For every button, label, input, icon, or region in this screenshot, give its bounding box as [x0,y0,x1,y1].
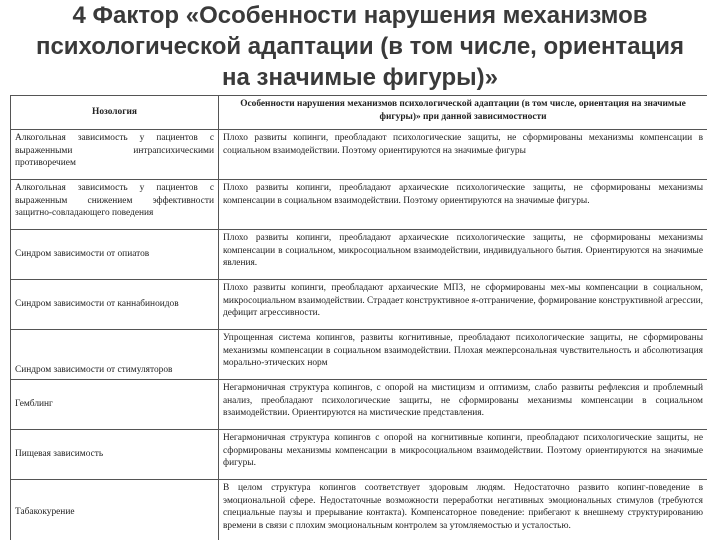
condition-cell: Синдром зависимости от стимуляторов [11,330,219,380]
table-row [11,280,708,330]
table-row [11,130,708,180]
table-row [11,480,708,540]
condition-cell: Синдром зависимости от опиатов [11,230,219,280]
condition-cell: Синдром зависимости от каннабиноидов [11,280,219,330]
nosology-table [10,95,707,540]
description-cell: Негармоничная структура копингов с опорой на когнитивные копинги, преобладают психологические защиты, не сформированы механизмы компенсации в микросоциальном взаимодействии. Поэтому ориентируются на значимые фигуры. [219,430,708,480]
table-row [11,230,708,280]
table-header-row [11,96,708,130]
slide-title: 4 Фактор «Особенности нарушения механизмов психологической адаптации (в том числе, ориентация на значимые фигуры)» [35,2,685,91]
table-row [11,380,708,430]
table-row [11,330,708,380]
description-cell: Негармоничная структура копингов, с опорой на мистицизм и оптимизм, слабо развиты рефлексия и проблемный анализ, преобладают психологические защиты, не сформированы механизмы компенсации в социальном взаимодействии. Ориентируются на мистические представления. [219,380,708,430]
condition-cell: Алкогольная зависимость у пациентов с выраженным снижением эффективности защитно-совладающего поведения [11,180,219,230]
table-row [11,180,708,230]
condition-cell: Табакокурение [11,480,219,540]
table-container [10,95,707,540]
condition-cell: Алкогольная зависимость у пациентов с выраженными интрапсихическими противоречием [11,130,219,180]
description-cell: Плохо развиты копинги, преобладают архаические психологические защиты, не сформированы механизмы компенсации в социальном, микросоциальном взаимодействии, индивидуального бытия. Ориентируются на значимые явления. [219,230,708,280]
condition-cell: Гемблинг [11,380,219,430]
table-row [11,430,708,480]
description-cell: Плохо развиты копинги, преобладают архаические МПЗ, не сформированы мех-мы компенсации в социальном, микросоциальном взаимодействии. Страдает конструктивное я-отграничение, формирование конструктивной агрессии, дефицит агрессивности. [219,280,708,330]
description-cell: Плохо развиты копинги, преобладают архаические психологические защиты, не сформированы механизмы компенсации в социальном взаимодействии. Поэтому ориентируются на значимые фигуры. [219,180,708,230]
description-cell: Упрощенная система копингов, развиты когнитивные, преобладают психологические защиты, не сформированы механизмы компенсации в социальном взаимодействии. Плохая межперсональная чувствительность и абсолютизация морально-этических норм [219,330,708,380]
description-cell: В целом структура копингов соответствует здоровым людям. Недостаточно развито копинг-поведение в эмоциональной сфере. Недостаточные возможности переработки негативных эмоциональных стимулов (требуются специальные паузы и прерывание контакта). Компенсаторное поведение: прибегают к внешнему структурированию времени в связи с плохим эмоциональным контролем за утомляемостью и усталостью. [219,480,708,540]
header-features: Особенности нарушения механизмов психологической адаптации (в том числе, ориентация на значимые фигуры)» при данной зависимостности [219,96,708,130]
description-cell: Плохо развиты копинги, преобладают психологические защиты, не сформированы механизмы компенсации в социальном взаимодействии. Поэтому ориентируются на значимые фигуры [219,130,708,180]
condition-cell: Пищевая зависимость [11,430,219,480]
header-nosology: Нозология [11,96,219,130]
